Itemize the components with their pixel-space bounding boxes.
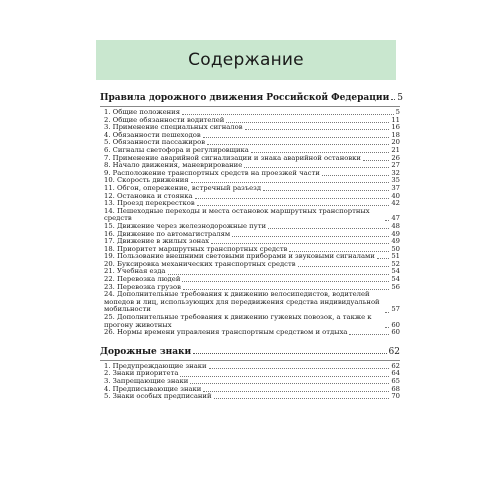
dot-leader xyxy=(182,114,394,115)
toc-entry[interactable] xyxy=(100,329,400,337)
toc-entry-title: 10. Скорость движения xyxy=(104,176,189,185)
toc-entry-page: 26 xyxy=(391,153,400,162)
toc-entry-title: 18. Приоритет маршрутных транспортных средств xyxy=(104,244,288,253)
toc-entry-page: 64 xyxy=(391,369,400,378)
section-page-number: 5 xyxy=(397,93,403,103)
toc-entry-page: 27 xyxy=(391,161,400,170)
dot-leader xyxy=(195,198,390,199)
toc-entry-title: 19. Пользование внешними световыми приборами и звуковыми сигналами xyxy=(104,252,375,261)
toc-entry-page: 60 xyxy=(391,320,400,329)
toc-entry-title: 2. Знаки приоритета xyxy=(104,369,179,378)
toc-entry-page: 49 xyxy=(391,229,400,238)
toc-entry-title: 12. Остановка и стоянка xyxy=(104,191,193,200)
dot-leader xyxy=(363,160,389,161)
dot-leader xyxy=(190,383,389,384)
toc-entry-title: 15. Движение через железнодорожные пути xyxy=(104,221,266,230)
toc-entry-title: 3. Применение специальных сигналов xyxy=(104,123,243,132)
toc-entry-page: 49 xyxy=(391,237,400,246)
toc-entry-title: 17. Движение в жилых зонах xyxy=(104,237,210,246)
dot-leader xyxy=(182,281,389,282)
dot-leader xyxy=(391,99,395,100)
toc-entry-title: 20. Буксировка механических транспортных средств xyxy=(104,259,296,268)
dot-leader xyxy=(385,327,389,328)
toc-entry-title: 2. Общие обязанности водителей xyxy=(104,115,225,124)
toc-entry-page: 57 xyxy=(391,305,400,314)
toc-entry-page: 60 xyxy=(391,328,400,337)
dot-leader xyxy=(377,258,390,259)
toc-entry-title: 4. Обязанности пешеходов xyxy=(104,130,201,139)
section-title: Правила дорожного движения Российской Федерации xyxy=(100,93,390,103)
toc-entry-title: 1. Предупреждающие знаки xyxy=(104,361,207,370)
dot-leader xyxy=(232,236,389,237)
section-divider xyxy=(100,106,400,107)
toc-entry-page: 11 xyxy=(391,115,400,124)
toc-entry-page: 54 xyxy=(391,267,400,276)
toc-entry-page: 20 xyxy=(391,138,400,147)
section-divider xyxy=(100,360,400,361)
toc-entry-page: 35 xyxy=(391,176,400,185)
toc-entry-page: 32 xyxy=(391,168,400,177)
toc-entry-title: 25. Дополнительные требования к движению гужевых повозок, а также к прогону животных xyxy=(104,313,372,329)
dot-leader xyxy=(268,228,389,229)
toc-entry-title: 5. Знаки особых предписаний xyxy=(104,392,212,401)
section-page-number: 62 xyxy=(388,346,400,357)
dot-leader xyxy=(245,129,390,130)
section-heading[interactable] xyxy=(100,347,400,357)
toc-entry-title: 22. Перевозка людей xyxy=(104,275,181,284)
toc-entry[interactable] xyxy=(100,393,400,401)
toc-entry-page: 50 xyxy=(391,244,400,253)
dot-leader xyxy=(251,152,390,153)
dot-leader xyxy=(203,137,390,138)
toc-entry-title: 9. Расположение транспортных средств на проезжей части xyxy=(104,168,320,177)
toc-entry-page: 5 xyxy=(395,108,400,116)
section-heading[interactable] xyxy=(100,93,403,103)
toc-entry-title: 16. Движение по автомагистралям xyxy=(104,229,231,238)
page-title: Содержание xyxy=(188,50,304,70)
toc-entry-title: 3. Запрещающие знаки xyxy=(104,377,189,385)
dot-leader xyxy=(322,175,390,176)
toc-entry-title: 14. Пешеходные переходы и места остановок маршрутных транспортных средств xyxy=(104,206,370,223)
toc-entry-page: 21 xyxy=(391,145,400,154)
toc-entry-page: 52 xyxy=(391,259,400,268)
toc-entry-title: 5. Обязанности пассажиров xyxy=(104,138,206,147)
dot-leader xyxy=(385,312,389,313)
toc-entry-title: 11. Обгон, опережение, встречный разъезд xyxy=(104,183,262,192)
toc-entry-page: 42 xyxy=(391,199,400,208)
section-spacer xyxy=(100,337,400,343)
dot-leader xyxy=(180,376,389,377)
dot-leader xyxy=(203,391,389,392)
dot-leader xyxy=(209,368,390,369)
toc-entry-page: 54 xyxy=(391,275,400,284)
dot-leader xyxy=(214,398,390,399)
toc-entry-title: 6. Сигналы светофора и регулировщика xyxy=(104,145,249,154)
toc-entry-page: 51 xyxy=(391,252,400,261)
dot-leader xyxy=(263,190,389,191)
toc-entry[interactable] xyxy=(100,314,400,329)
toc-entry-page: 37 xyxy=(391,183,400,192)
toc-entry-page: 65 xyxy=(391,377,400,385)
table-of-contents xyxy=(100,89,403,401)
toc-entry-title: 8. Начало движения, маневрирование xyxy=(104,161,243,170)
dot-leader xyxy=(385,220,389,221)
dot-leader xyxy=(349,334,389,335)
toc-entry-title: 26. Нормы времени управления транспортным средством и отдыха xyxy=(104,328,348,337)
dot-leader xyxy=(168,274,390,275)
toc-header-banner xyxy=(96,40,396,80)
toc-entry[interactable] xyxy=(100,208,400,223)
toc-entry-title: 7. Применение аварийной сигнализации и знака аварийной остановки xyxy=(104,153,361,162)
toc-entry-page: 68 xyxy=(391,384,400,393)
toc-entry-title: 1. Общие положения xyxy=(104,108,180,116)
toc-entry-page: 56 xyxy=(391,282,400,291)
section-title: Дорожные знаки xyxy=(100,346,192,357)
toc-entry-title: 24. Дополнительные требования к движению велосипедистов, водителей мопедов и лиц, использующих для передвижения средства индивидуальной мобильности xyxy=(104,290,380,314)
toc-entry-page: 70 xyxy=(391,392,400,401)
toc-entry-page: 16 xyxy=(391,123,400,132)
toc-entry-title: 13. Проезд перекрестков xyxy=(104,199,195,208)
toc-entry-title: 23. Перевозка грузов xyxy=(104,282,181,291)
toc-entry-page: 40 xyxy=(391,191,400,200)
toc-entry-page: 48 xyxy=(391,221,400,230)
dot-leader xyxy=(226,122,389,123)
toc-entry-page: 47 xyxy=(391,214,400,223)
dot-leader xyxy=(298,266,390,267)
toc-entry-title: 4. Предписывающие знаки xyxy=(104,384,202,393)
toc-entry-title: 21. Учебная езда xyxy=(104,267,166,276)
toc-entry[interactable] xyxy=(100,291,400,314)
toc-entry-page: 62 xyxy=(391,361,400,370)
toc-entry-page: 18 xyxy=(391,130,400,139)
dot-leader xyxy=(193,353,386,354)
